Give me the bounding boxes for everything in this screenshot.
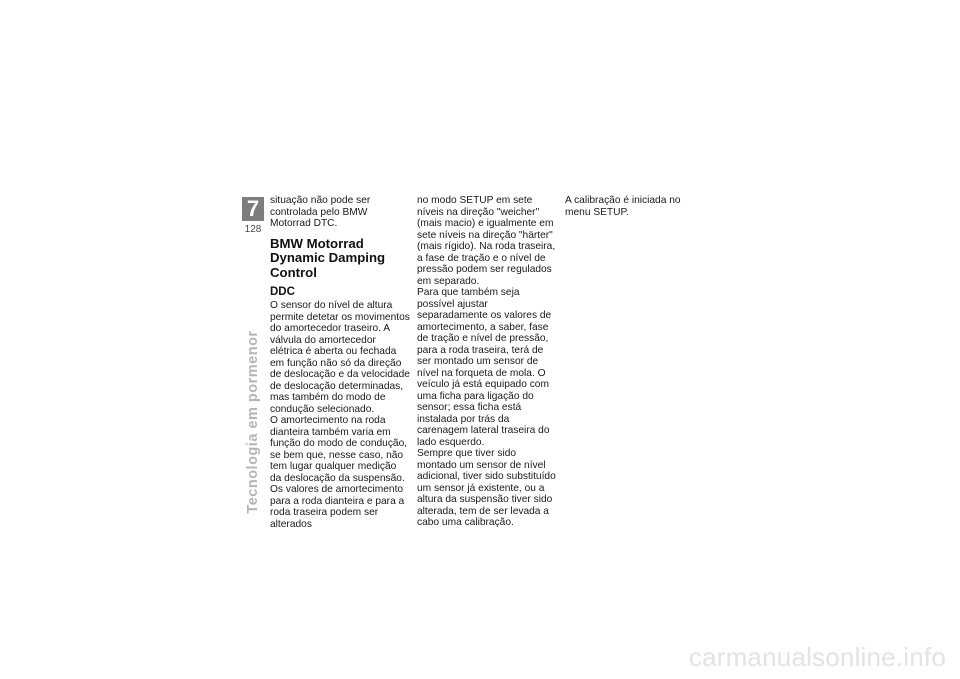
chapter-tab <box>242 197 264 235</box>
page-number: 128 <box>244 224 262 235</box>
paragraph: no modo SETUP em sete níveis na direção "weicher" (mais macio) e igualmente em sete níveis na direção "härter" (mais rígido). Na roda traseira, a fase de tração e o nível de pressão podem ser regulados em separado. <box>417 195 556 287</box>
chapter-side-title: Tecnologia em pormenor <box>245 330 261 514</box>
intro-paragraph: situação não pode ser controlada pelo BMW Motorrad DTC. <box>270 195 371 229</box>
paragraph: A calibração é iniciada no menu SETUP. <box>565 195 681 218</box>
paragraph: Sempre que tiver sido montado um sensor de nível adicional, tiver sido substituído um sensor já existente, ou a altura da suspensão tiver sido alterada, tem de ser levada a cabo uma calibração. <box>417 448 556 528</box>
text-column-1 <box>270 195 410 530</box>
chapter-number: 7 <box>242 197 264 221</box>
text-column-3 <box>565 195 705 218</box>
watermark: carmanualsonline.info <box>688 642 946 672</box>
text-column-2 <box>417 195 557 529</box>
paragraph: O amortecimento na roda dianteira também varia em função do modo de condução, se bem que, nesse caso, não tem lugar qualquer medição da deslocação da suspensão. <box>270 415 408 484</box>
paragraph: Para que também seja possível ajustar separadamente os valores de amortecimento, a saber, fase de tração e nível de pressão, para a roda traseira, terá de ser montado um sensor de nível na forqueta de mola. O veículo já está equipado com uma ficha para ligação do sensor; essa ficha está instalada por trás da carenagem lateral traseira do lado esquerdo. <box>417 287 552 448</box>
subsection-title: DDC <box>270 286 295 298</box>
paragraph: Os valores de amortecimento para a roda dianteira e para a roda traseira podem ser alterados <box>270 484 405 530</box>
paragraph: O sensor do nível de altura permite detetar os movimentos do amortecedor traseiro. A válvula do amortecedor elétrica é aberta ou fechada em função não só da direção de deslocação e da velocidade de deslocação determinadas, mas também do modo de condução selecionado. <box>270 300 410 415</box>
section-title: BMW Motorrad Dynamic Damping Control <box>270 235 386 280</box>
